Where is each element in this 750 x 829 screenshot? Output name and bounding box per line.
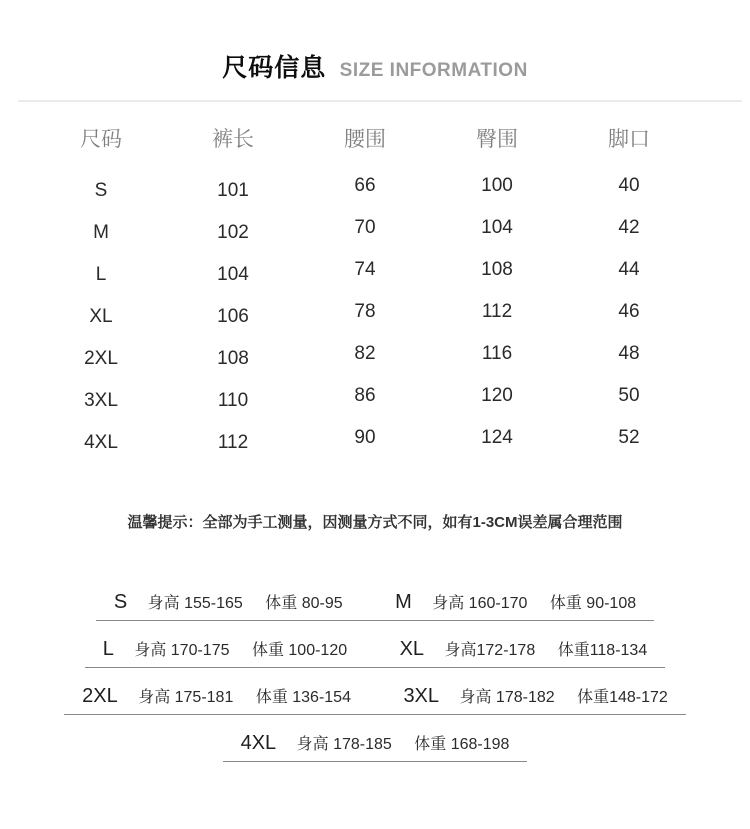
height-range: 身高 170-175: [134, 642, 230, 659]
size-table: [35, 116, 695, 464]
cell-waist: 78: [354, 301, 376, 322]
size-label: 4XL: [240, 732, 277, 754]
cell-waist: 82: [354, 343, 376, 364]
header-cell-hip: 臀围: [476, 128, 518, 151]
fit-guide-line: [0, 683, 750, 715]
size-label: XL: [399, 638, 425, 660]
cell-length: 106: [217, 306, 249, 327]
cell-length: 110: [217, 390, 249, 411]
weight-range: 体重148-172: [577, 689, 668, 706]
cell-waist: 66: [354, 175, 376, 196]
height-range: 身高 155-165: [147, 595, 243, 612]
cell-length: 112: [217, 432, 249, 453]
weight-range: 体重 90-108: [549, 595, 637, 612]
size-label: S: [113, 591, 128, 613]
cell-hem: 40: [618, 175, 640, 196]
height-range: 身高 178-182: [459, 689, 555, 706]
fit-guide-line: [0, 730, 750, 762]
cell-hem: 50: [618, 385, 640, 406]
title-zh: 尺码信息: [222, 54, 327, 82]
cell-length: 108: [217, 348, 249, 369]
cell-hip: 124: [481, 427, 513, 448]
measurement-tip: 温馨提示：全部为手工测量，因测量方式不同，如有1-3CM误差属合理范围: [127, 514, 623, 531]
cell-hip: 104: [481, 217, 513, 238]
fit-guide-line: [0, 589, 750, 621]
cell-hem: 48: [618, 343, 640, 364]
height-range: 身高 160-170: [432, 595, 528, 612]
cell-hip: 120: [481, 385, 513, 406]
fit-guide-line: [0, 636, 750, 668]
weight-range: 体重118-134: [557, 642, 648, 659]
cell-length: 101: [217, 180, 249, 201]
cell-length: 102: [217, 222, 249, 243]
table-row: [35, 338, 695, 380]
cell-hem: 46: [618, 301, 640, 322]
page-title: [0, 0, 750, 87]
cell-waist: 86: [354, 385, 376, 406]
table-header-row: [35, 116, 695, 160]
header-cell-length: 裤长: [212, 128, 254, 151]
cell-size: 4XL: [84, 432, 118, 453]
cell-waist: 90: [354, 427, 376, 448]
cell-waist: 74: [354, 259, 376, 280]
table-row: [35, 170, 695, 212]
size-label: 2XL: [82, 685, 118, 707]
cell-hem: 44: [618, 259, 640, 280]
header-cell-waist: 腰围: [344, 128, 386, 151]
weight-range: 体重 80-95: [265, 595, 343, 612]
size-label: 3XL: [403, 685, 440, 707]
height-range: 身高172-178: [444, 642, 536, 659]
weight-range: 体重 136-154: [255, 689, 351, 706]
table-row: [35, 254, 695, 296]
table-row: [35, 212, 695, 254]
title-divider: [18, 100, 742, 102]
table-row: [35, 296, 695, 338]
weight-range: 体重 100-120: [251, 642, 348, 659]
weight-range: 体重 168-198: [414, 736, 510, 753]
header-cell-hem: 脚口: [608, 128, 650, 151]
cell-hip: 116: [481, 343, 513, 364]
cell-waist: 70: [354, 217, 376, 238]
cell-size: L: [95, 264, 107, 285]
table-row: [35, 380, 695, 422]
cell-size: XL: [89, 306, 113, 327]
table-row: [35, 422, 695, 464]
size-label: L: [102, 638, 114, 660]
cell-hip: 100: [481, 175, 513, 196]
cell-hem: 52: [618, 427, 640, 448]
cell-hip: 108: [481, 259, 513, 280]
height-range: 身高 178-185: [296, 736, 392, 753]
title-en: SIZE INFORMATION: [339, 60, 528, 81]
cell-hip: 112: [481, 301, 513, 322]
height-range: 身高 175-181: [138, 689, 234, 706]
cell-length: 104: [217, 264, 249, 285]
header-cell-size: 尺码: [80, 128, 122, 151]
cell-hem: 42: [618, 217, 640, 238]
cell-size: 3XL: [84, 390, 118, 411]
fit-guide: [0, 589, 750, 762]
cell-size: S: [94, 180, 108, 201]
size-label: M: [395, 591, 412, 613]
cell-size: 2XL: [84, 348, 118, 369]
cell-size: M: [93, 222, 109, 243]
